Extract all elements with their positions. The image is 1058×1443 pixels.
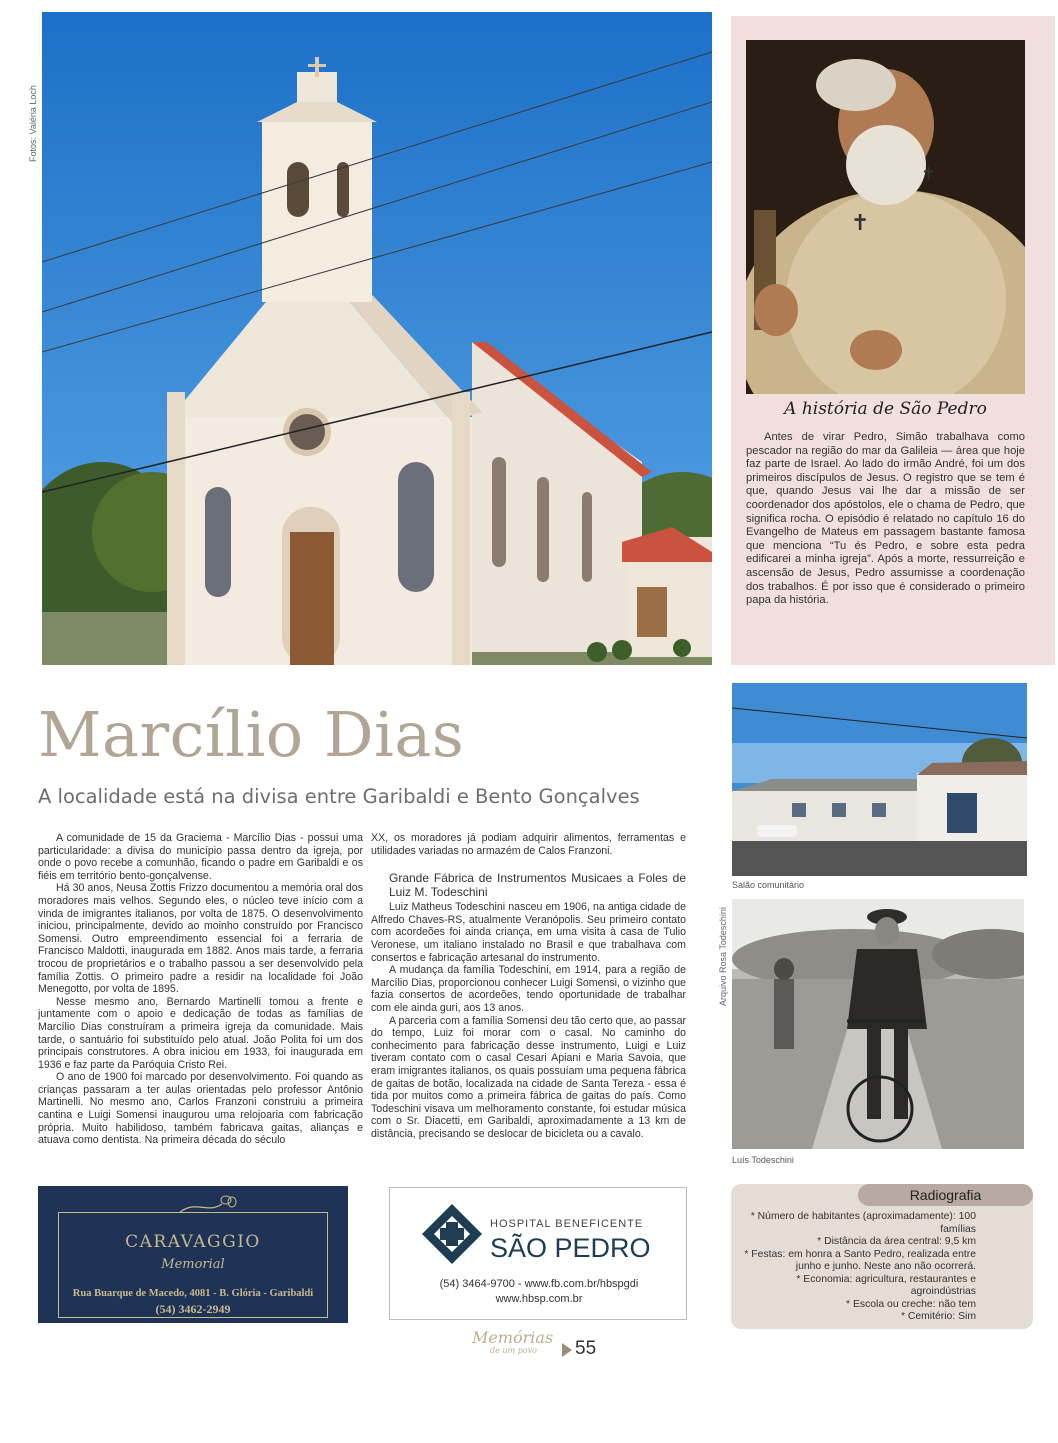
radiografia-item: * Economia: agricultura, restaurantes e agroindústrias [796, 1273, 976, 1297]
hospital-ad[interactable] [389, 1187, 687, 1320]
caravaggio-ad[interactable] [38, 1186, 348, 1323]
svg-text:✝: ✝ [921, 164, 937, 185]
luis-todeschini-photo [732, 899, 1024, 1149]
hospital-site: www.hbsp.com.br [495, 1293, 583, 1305]
caravaggio-sub: Memorial [161, 1257, 225, 1272]
page-arrow-icon [562, 1343, 572, 1357]
radiografia-item: * Cemitério: Sim [900, 1311, 976, 1322]
sidebar-text [746, 431, 1025, 608]
page-subtitle: A localidade está na divisa entre Garibaldi e Bento Gonçalves [38, 785, 640, 808]
hall-caption: Salão comunitário [732, 880, 805, 890]
luis-caption: Luís Todeschini [732, 1155, 794, 1165]
page-title: Marcílio Dias [38, 698, 465, 771]
hospital-logo-icon [420, 1202, 484, 1266]
caravaggio-phone: (54) 3462-2949 [155, 1302, 231, 1316]
caravaggio-name: CARAVAGGIO [125, 1232, 261, 1252]
radiografia-item: * Distância da área central: 9,5 km [817, 1236, 976, 1247]
archive-credit: Arquivo Rosa Todeschini [718, 907, 728, 1006]
sidebar-title: A história de São Pedro [784, 399, 987, 419]
radiografia-item: * Número de habitantes (aproximadamente): 100 famílias [750, 1211, 976, 1235]
caravaggio-address: Rua Buarque de Macedo, 4081 - B. Glória - Garibaldi [72, 1288, 314, 1299]
photo-credit: Fotos: Valéria Loch [28, 85, 38, 162]
radiografia-item: * Festas: em honra a Santo Pedro, realizada entre junho e junho. Neste ano não ocorrerá. [744, 1248, 976, 1272]
butterfly-icon [178, 1190, 238, 1216]
radiografia-title: Radiografia [858, 1184, 1033, 1206]
paragraph: A parceria com a família Somensi deu tão certo que, ao passar do tempo, Luiz foi morar com o casal. No caminho do conhecimento para fabricação desse instrumento, Luigi e Luiz tiveram contato com o casal Cesari Apiani e Maria Savoia, que eram imigrantes italianos, os quais possuíam uma pequena fábrica de gaitas de botão, localizada na cidade de Santa Tereza - essa é tida por muitos como a primeira fábrica de gaitas do país. Como Todeschini visava um melhoramento constante, foi estudar música com o Sr. Diacetti, em Garibaldi, aproximadamente a 13 km de distância, precisando se deslocar de bicicleta ou a cavalo. [371, 1014, 686, 1140]
svg-text:✝: ✝ [851, 211, 870, 236]
article-column-2 [371, 832, 686, 1140]
memorias-logo-bottom: de um povo [490, 1346, 537, 1355]
paragraph: O ano de 1900 foi marcado por desenvolvimento. Foi quando as crianças passaram a ter aulas orientadas pelo professor Antônio Martinelli. No mesmo ano, Carlos Franzoni construiu a primeira cantina e Luigi Somensi inaugurou uma relojoaria com fabricação própria. Muito habilidoso, também fabricava gaitas, alianças e atuava como dentista. Na primeira década do século [38, 1071, 363, 1147]
hospital-line1: HOSPITAL BENEFICENTE [490, 1218, 644, 1230]
paragraph: Há 30 anos, Neusa Zottis Frizzo documentou a memória oral dos moradores mais velhos. Segundo eles, o núcleo teve início com a vinda de imigrantes italianos, por volta de 1875. O desenvolvimento iniciou, principalmente, devido ao moinho construído por Francisco Somensi. Outro empreendimento essencial foi a ferraria de Francisco Maldotti, inaugurada em 1882. Anos mais tarde, a ferraria trocou de proprietários e o trabalho passou a ser desenvolvido pela família Zottis. O primeiro padre a residir na localidade foi João Menegotto, por volta de 1895. [38, 882, 363, 996]
paragraph: XX, os moradores já podiam adquirir alimentos, ferramentas e utilidades variadas no armazém de Calos Franzoni. [371, 832, 686, 857]
paragraph: Nesse mesmo ano, Bernardo Martinelli tomou a frente e juntamente com o apoio e dedicação de todas as famílias de Marcílio Dias construíram a primeira igreja da comunidade. Mais tarde, o santuário foi substituído pelo atual. João Polita foi um dos principais construtores. A obra iniciou em 1933, foi inaugurada em 1936 e faz parte da Paróquia Cristo Rei. [38, 995, 363, 1071]
paragraph: A mudança da família Todeschini, em 1914, para a região de Marcílio Dias, proporcionou conhecer Luigi Somensi, o vizinho que fazia consertos de acordeões, tendo oportunidade de trabalhar com ele ainda guri, aos 13 anos. [371, 964, 686, 1014]
church-photo [42, 12, 712, 665]
sidebar-paragraph: Antes de virar Pedro, Simão trabalhava como pescador na região do mar da Galileia — área que hoje faz parte de Israel. Ao lado do irmão André, foi um dos primeiros discípulos de Jesus. O registro que se tem é que, quando Jesus vai lhe dar a missão de ser coordenador dos apóstolos, ele o chama de Pedro, que significa rocha. O episódio é relatado no capítulo 16 do Evangelho de Mateus em passagem bastante famosa que menciona “Tu és Pedro, e sobre esta pedra edificarei a minha igreja”. Após a morte, ressurreição e ascensão de Jesus, Pedro assumisse a coordenação dos trabalhos. É por isso que é considerado o primeiro papa da história. [746, 431, 1025, 607]
section-heading: Grande Fábrica de Instrumentos Musicaes a Foles de Luiz M. Todeschini [389, 871, 686, 900]
memorias-logo [472, 1330, 562, 1366]
radiografia-list [740, 1211, 976, 1324]
radiografia-item: * Escola ou creche: não tem [846, 1298, 976, 1310]
article-column-1 [38, 832, 363, 1147]
hospital-line2: SÃO PEDRO [490, 1233, 651, 1263]
memorias-logo-top: Memórias [472, 1328, 554, 1347]
community-hall-photo [732, 683, 1027, 876]
paragraph: Luiz Matheus Todeschini nasceu em 1906, na antiga cidade de Alfredo Chaves-RS, atualmente Veranópolis. Seu primeiro contato com acordeões foi ainda criança, em uma visita à casa de Tulio Veronese, um italiano instalado no Brasil e que trabalhava com consertos e fabricação artesanal do instrumento. [371, 901, 686, 964]
page-number: 55 [575, 1338, 597, 1359]
hospital-contact: (54) 3464-9700 - www.fb.com.br/hbspgdi [439, 1278, 639, 1290]
saint-peter-painting [746, 40, 1025, 394]
paragraph: A comunidade de 15 da Graciema - Marcílio Dias - possui uma particularidade: a divisa do município passa dentro da igreja, por onde o povo recebe a comunhão, ficando o padre em Garibaldi e os fiéis em território bento-gonçalvense. [38, 832, 363, 882]
